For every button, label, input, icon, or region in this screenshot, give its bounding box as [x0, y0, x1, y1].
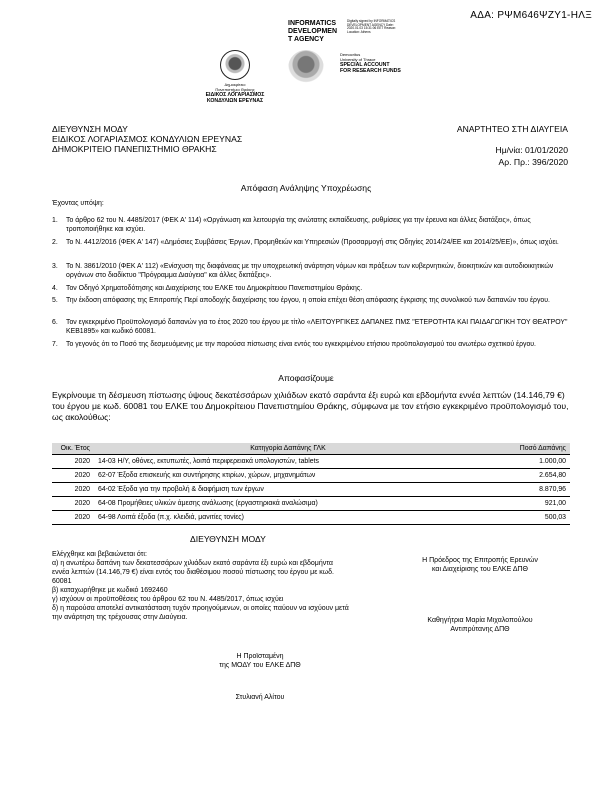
col-year: Οικ. Έτος [52, 443, 94, 455]
decision-heading: Αποφασίζουμε [278, 373, 334, 383]
table-header-row [52, 443, 570, 455]
signature-stamp-details: Digitally signed by INFORMATICS DEVELOPMENT AGENCY Date: 2020.01.03 15:31:06 EET Reason: Location: Athens [347, 19, 397, 34]
list-item: 2. Το Ν. 4412/2016 (ΦΕΚ Α' 147) «Δημόσιες Συμβάσεις Έργων, Προμηθειών και Υπηρεσιών (Προσαρμογή στις Οδηγίες 2014/24/ΕΕ και 2014/25/ΕΕ)», όπως ισχύει. [52, 239, 559, 246]
list-item: 4. Τον Οδηγό Χρηματοδότησης και Διαχείρισης του ΕΛΚΕ του Δημοκρίτειου Πανεπιστημίου Θράκης. [52, 285, 363, 292]
table-row: 2020 64-98 Λοιπά έξοδα (π.χ. κλειδιά, μανιτίες τονίες) 500,03 [52, 511, 570, 525]
table-row: 2020 62-07 Έξοδα επισκευής και συντήρησης κτιρίων, χώρων, μηχανημάτων 2.654,80 [52, 469, 570, 483]
publication-block: ΑΝΑΡΤΗΤΕΟ ΣΤΗ ΔΙΑΥΓΕΙΑ Ημ/νία: 01/01/2020 Αρ. Πρ.: 396/2020 [456, 124, 568, 167]
budget-table [52, 443, 570, 525]
list-item: 5. Την έκδοση απόφασης της Επιτροπής Περί αποδοχής διαχείρισης του έργου, η οποία επέχει θέση απόφασης έγκρισης της συνολικού των δαπανών του έργου. [52, 297, 550, 304]
logo-text: Πανεπιστήμιο Θράκης [215, 87, 255, 92]
verification-block: Ελέγχθηκε και βεβαιώνεται ότι: α) η ανωτέρω δαπάνη των δεκατεσσάρων χιλιάδων εκατό σαράντα έξι ευρώ και εβδομήντα εννέα λεπτών (14.146,79 €) είναι εντός του διαθέσιμου ποσού πίστωσης του έργου με κωδ. 60081 β) καταχωρήθηκε με κωδικό 1692460 γ) ισχύουν οι προϋποθέσεις του άρθρου 62 του Ν. 4485/2017, όπως ισχύει δ) η παρούσα αποτελεί αντικατάσταση τυχόν προηγούμενων, οι οποίες παύουν να ισχύουν μετά την ανάρτηση της τρέχουσας στην Διαύγεια. [52, 551, 349, 621]
university-emblem-icon [288, 50, 324, 86]
ada-code: ΑΔΑ: ΡΨΜ646ΨΖΥ1-ΗΛΞ [470, 10, 592, 21]
sender-block: ΔΙΕΥΘΥΝΣΗ ΜΟΔΥ ΕΙΔΙΚΟΣ ΛΟΓΑΡΙΑΣΜΟΣ ΚΟΝΔΥΛΙΩΝ ΕΡΕΥΝΑΣ ΔΗΜΟΚΡΙΤΕΙΟ ΠΑΝΕΠΙΣΤΗΜΙΟ ΘΡΑΚΗΣ [52, 124, 243, 154]
president-name: Καθηγήτρια Μαρία Μιχαλοπούλου Αντιπρύτανης ΔΠΘ [427, 617, 533, 633]
signature-stamp: INFORMATICS DEVELOPMEN T AGENCY [288, 20, 338, 43]
document-title: Απόφαση Ανάληψης Υποχρέωσης [240, 183, 372, 193]
document-date: Ημ/νία: 01/01/2020 [495, 145, 568, 155]
list-item: 3. Το Ν. 3861/2010 (ΦΕΚ Α' 112) «Ενίσχυση της διαφάνειας με την υποχρεωτική ανάρτηση νόμων και πράξεων των κυβερνητικών, διοικητικών και αυτοδιοικητικών οργάνων στο διαδίκτυο "Πρόγραμμα Διαύγεια" και άλλες διατάξεις». [52, 263, 554, 279]
table-row: 2020 64-08 Προμήθειες υλικών άμεσης ανάλωσης (εργαστηριακά αναλώσιμα) 921,00 [52, 497, 570, 511]
table-row: 2020 64-02 Έξοδα για την προβολή & διαφήμιση των έργων 8.870,96 [52, 483, 570, 497]
signature-dept: ΔΙΕΥΘΥΝΣΗ ΜΟΔΥ [190, 534, 266, 544]
table-row: 2020 14-03 Η/Υ, οθόνες, εκτυπωτές, λοιπά περιφερειακά υπολογιστών, tablets 1.000,00 [52, 455, 570, 469]
logo-text: ΕΙΔΙΚΟΣ ΛΟΓΑΡΙΑΣΜΟΣ [205, 92, 265, 98]
research-funds-logo: Democritus University of Thrace SPECIAL ACCOUNT FOR RESEARCH FUNDS [340, 52, 401, 74]
logo-text: Δημοκρίτειο [224, 82, 246, 87]
having-in-mind: Έχοντας υπόψη: [52, 200, 104, 207]
protocol-number: Αρ. Πρ.: 396/2020 [498, 157, 568, 167]
decision-text: Εγκρίνουμε τη δέσμευση πίστωσης ύψους δεκατέσσάρων χιλιάδων εκατό σαράντα έξι ευρώ και εβδομήντα εννέα λεπτών (14.146,79 €) του έργου με κωδ. 60081 του ΕΛΚΕ του Δημοκρίτειου Πανεπιστημίου Θράκης, σύμφωνα με τον ετήσιο εγκεκριμένο προϋπολογισμό του, ως ακολούθως: [52, 390, 569, 422]
logo-text: ΚΟΝΔΥΛΙΩΝ ΕΡΕΥΝΑΣ [206, 98, 264, 104]
col-amount: Ποσό Δαπάνης [482, 443, 570, 455]
list-item: 1. Το άρθρο 62 του Ν. 4485/2017 (ΦΕΚ Α' 114) «Οργάνωση και λειτουργία της ανώτατης εκπαίδευσης, ρυθμίσεις για την έρευνα και άλλες διατάξεις», όπως τροποποιήθηκε και ισχύει. [52, 217, 531, 233]
university-seal-icon [220, 50, 250, 80]
head-of-unit: Η Προϊσταμένη της ΜΟΔΥ του ΕΛΚΕ ΔΠΘ [219, 653, 301, 669]
signatory-name: Στυλιανή Αλίτου [235, 694, 285, 701]
list-item: 7. Το γεγονός ότι το Ποσό της δεσμευόμενης με την παρούσα πίστωσης είναι εντός του εγκεκριμένου ετήσιου προϋπολογισμού του ανωτέρω σχετικού έργου. [52, 341, 536, 348]
committee-president: Η Πρόεδρος της Επιτροπής Ερευνών και Διαχείρισης του ΕΛΚΕ ΔΠΘ [422, 557, 538, 573]
elke-logo [190, 50, 280, 104]
col-category: Κατηγορία Δαπάνης ΓΛΚ [94, 443, 482, 455]
list-item: 6. Τον εγκεκριμένο Προϋπολογισμό δαπανών για το έτος 2020 του έργου με τίτλο «ΛΕΙΤΟΥΡΓΙΚΕΣ ΔΑΠΑΝΕΣ ΠΜΣ "ΕΤΕΡΟΤΗΤΑ ΚΑΙ ΠΑΙΔΑΓΩΓΙΚΗ ΤΟΥ ΘΕΑΤΡΟΥ" ΚΕΒ1895» και κωδικό 60081. [52, 319, 568, 335]
